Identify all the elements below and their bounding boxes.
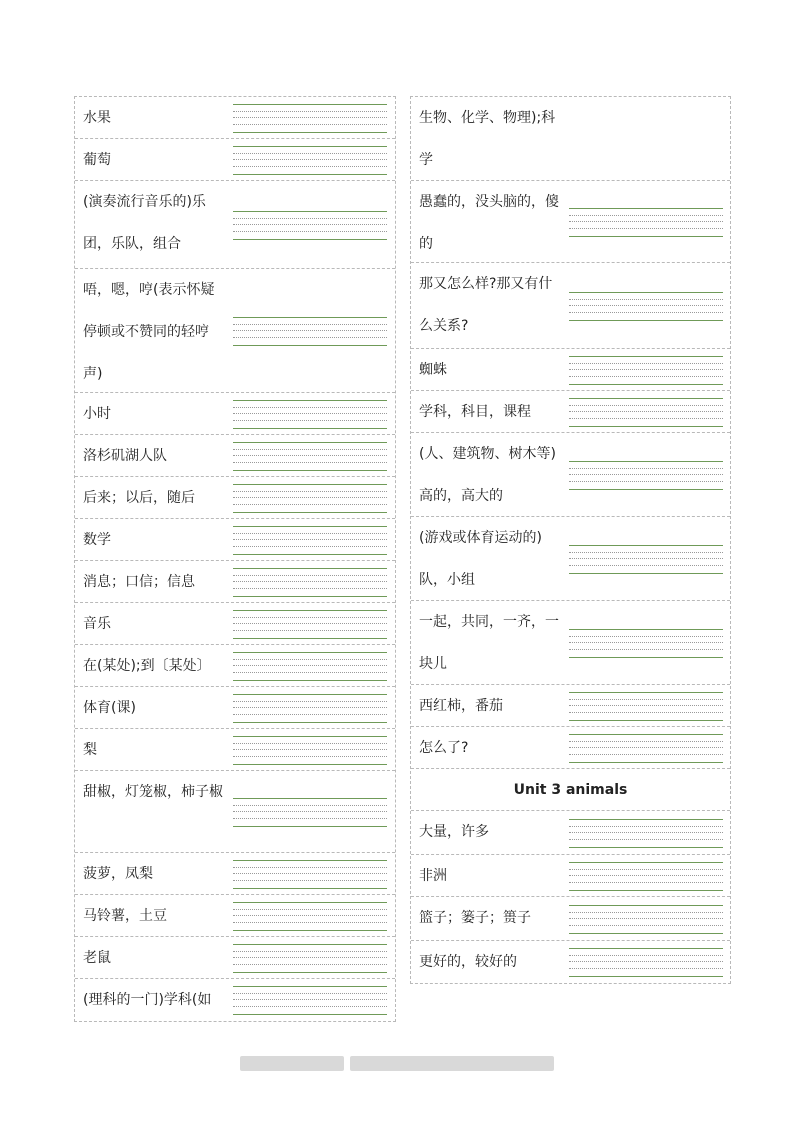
vocab-row — [411, 685, 730, 727]
vocab-row — [411, 433, 730, 517]
answer-lines[interactable] — [569, 692, 723, 721]
answer-lines[interactable] — [233, 736, 387, 765]
answer-lines[interactable] — [233, 798, 387, 827]
vocab-meaning: 葡萄 — [83, 152, 111, 168]
answer-lines[interactable] — [569, 905, 723, 934]
vocab-row — [411, 855, 730, 897]
answer-lines[interactable] — [233, 484, 387, 513]
answer-lines[interactable] — [233, 860, 387, 889]
vocab-row — [411, 941, 730, 983]
vocab-meaning: 蜘蛛 — [419, 362, 447, 378]
vocab-meaning: 音乐 — [83, 616, 111, 632]
answer-lines[interactable] — [233, 146, 387, 175]
vocab-row — [75, 979, 395, 1021]
vocab-row — [75, 561, 395, 603]
vocab-row — [411, 517, 730, 601]
vocab-row — [75, 393, 395, 435]
answer-lines[interactable] — [569, 948, 723, 977]
answer-lines[interactable] — [233, 442, 387, 471]
answer-lines[interactable] — [233, 986, 387, 1015]
vocab-meaning: 学科，科目，课程 — [419, 404, 531, 420]
vocab-meaning: 一起，共同，一齐，一块儿 — [419, 614, 559, 672]
answer-lines[interactable] — [233, 104, 387, 133]
answer-lines[interactable] — [569, 734, 723, 763]
vocab-row — [411, 727, 730, 769]
vocab-meaning: 甜椒，灯笼椒，柿子椒 — [83, 784, 223, 800]
vocab-row — [75, 687, 395, 729]
answer-lines[interactable] — [233, 211, 387, 240]
vocab-row — [75, 269, 395, 393]
vocab-meaning: 菠萝，凤梨 — [83, 866, 153, 882]
vocab-row — [75, 519, 395, 561]
answer-lines[interactable] — [569, 208, 723, 237]
vocab-row — [411, 97, 730, 181]
vocab-meaning: 数学 — [83, 532, 111, 548]
vocab-row — [75, 937, 395, 979]
answer-lines[interactable] — [233, 902, 387, 931]
vocab-row — [411, 391, 730, 433]
vocab-meaning: 马铃薯，土豆 — [83, 908, 167, 924]
answer-lines[interactable] — [233, 568, 387, 597]
answer-lines[interactable] — [233, 694, 387, 723]
answer-lines[interactable] — [569, 356, 723, 385]
vocab-row — [411, 349, 730, 391]
left-vocab-column — [74, 96, 396, 1022]
vocab-row — [75, 853, 395, 895]
vocab-meaning: 体育(课) — [83, 700, 136, 716]
vocab-row — [75, 603, 395, 645]
vocab-meaning: (游戏或体育运动的)队，小组 — [419, 530, 542, 588]
vocab-meaning: 怎么了? — [419, 740, 469, 756]
vocab-meaning: 梨 — [83, 742, 97, 758]
vocab-row — [75, 771, 395, 853]
vocab-meaning: 篮子；篓子；篑子 — [419, 910, 531, 926]
vocab-meaning: (人、建筑物、树木等)高的，高大的 — [419, 446, 556, 504]
vocab-meaning: 更好的，较好的 — [419, 954, 517, 970]
vocab-meaning: 唔，嗯，哼(表示怀疑停顿或不赞同的轻哼声) — [83, 282, 215, 382]
vocab-row — [75, 97, 395, 139]
vocab-meaning: 在(某处);到〔某处〕 — [83, 658, 211, 674]
vocab-meaning: 非洲 — [419, 868, 447, 884]
vocab-row — [75, 729, 395, 771]
vocab-row — [411, 181, 730, 263]
footer-blurred-text — [240, 1056, 344, 1071]
footer-blurred-text — [350, 1056, 554, 1071]
answer-lines[interactable] — [233, 400, 387, 429]
vocab-row — [75, 181, 395, 269]
unit-heading-row — [411, 769, 730, 811]
vocab-row — [411, 811, 730, 855]
answer-lines[interactable] — [569, 292, 723, 321]
vocab-meaning: 小时 — [83, 406, 111, 422]
vocab-row — [75, 139, 395, 181]
vocab-meaning: 愚蠢的，没头脑的，傻的 — [419, 194, 559, 252]
vocab-meaning: 消息；口信；信息 — [83, 574, 195, 590]
answer-lines[interactable] — [233, 610, 387, 639]
answer-lines[interactable] — [569, 398, 723, 427]
answer-lines[interactable] — [233, 317, 387, 346]
vocab-row — [411, 897, 730, 941]
vocab-row — [75, 645, 395, 687]
answer-lines[interactable] — [233, 944, 387, 973]
answer-lines[interactable] — [569, 862, 723, 891]
vocab-meaning: 西红柿，番茄 — [419, 698, 503, 714]
vocab-meaning: (理科的一门)学科(如 — [83, 992, 212, 1008]
vocab-row — [75, 435, 395, 477]
vocab-meaning: 生物、化学、物理);科学 — [419, 110, 556, 168]
answer-lines[interactable] — [233, 652, 387, 681]
vocab-meaning: 大量，许多 — [419, 824, 489, 840]
answer-lines[interactable] — [569, 461, 723, 490]
vocab-row — [75, 895, 395, 937]
unit-heading: Unit 3 animals — [513, 782, 628, 798]
vocab-row — [411, 601, 730, 685]
answer-lines[interactable] — [233, 526, 387, 555]
vocab-row — [75, 477, 395, 519]
right-vocab-column — [410, 96, 731, 984]
answer-lines[interactable] — [569, 629, 723, 658]
vocab-meaning: 那又怎么样?那又有什么关系? — [419, 276, 553, 334]
vocab-meaning: 洛杉矶湖人队 — [83, 448, 167, 464]
vocab-meaning: 水果 — [83, 110, 111, 126]
vocab-meaning: (演奏流行音乐的)乐团，乐队，组合 — [83, 194, 206, 252]
vocab-row — [411, 263, 730, 349]
vocab-meaning: 后来；以后，随后 — [83, 490, 195, 506]
answer-lines[interactable] — [569, 545, 723, 574]
answer-lines[interactable] — [569, 819, 723, 848]
vocab-meaning: 老鼠 — [83, 950, 111, 966]
